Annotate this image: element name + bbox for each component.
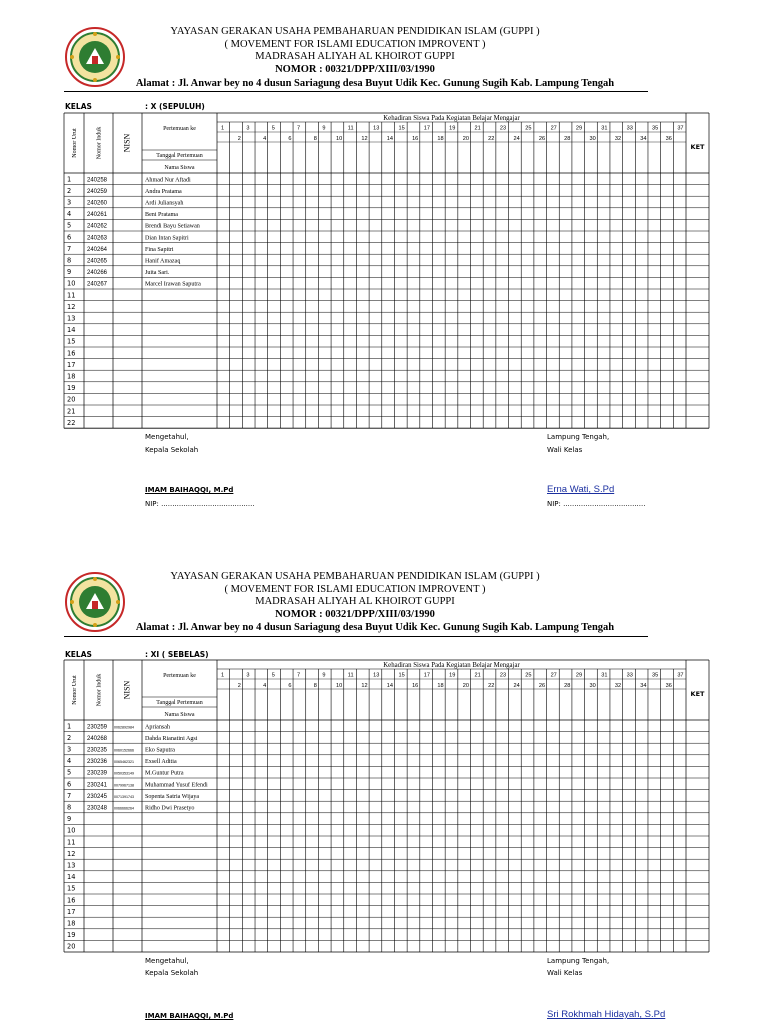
row-number: 4 bbox=[67, 210, 72, 219]
student-induk: 240261 bbox=[87, 212, 108, 219]
row-number: 12 bbox=[67, 849, 76, 858]
meeting-number: 17 bbox=[423, 672, 431, 679]
row-number: 11 bbox=[67, 838, 76, 847]
student-induk: 230241 bbox=[87, 782, 108, 789]
row-number: 5 bbox=[67, 768, 72, 777]
meeting-number: 20 bbox=[462, 683, 470, 689]
registration-number: NOMOR : 00321/DPP/XIII/03/1990 bbox=[275, 608, 435, 620]
meeting-number: 28 bbox=[564, 683, 571, 689]
meeting-number: 20 bbox=[462, 136, 470, 142]
meeting-number: 3 bbox=[246, 672, 250, 679]
meeting-number: 33 bbox=[626, 672, 633, 679]
row-number: 6 bbox=[67, 233, 72, 242]
meeting-number: 31 bbox=[601, 125, 608, 132]
meeting-number: 26 bbox=[538, 136, 546, 142]
student-name: Ridho Dwi Prasetyo bbox=[145, 805, 195, 812]
foundation-name: YAYASAN GERAKAN USAHA PEMBAHARUAN PENDIDIKAN ISLAM (GUPPI ) bbox=[170, 26, 540, 37]
meeting-number: 7 bbox=[297, 125, 301, 132]
row-number: 18 bbox=[67, 372, 76, 381]
meeting-number: 3 bbox=[246, 125, 250, 132]
meeting-number: 5 bbox=[271, 125, 275, 132]
row-number: 16 bbox=[67, 896, 76, 905]
meeting-number: 8 bbox=[313, 683, 317, 689]
meeting-number: 15 bbox=[398, 125, 405, 132]
row-number: 10 bbox=[67, 826, 76, 835]
meeting-number: 29 bbox=[575, 672, 583, 679]
tanggal-pertemuan-label: Tanggal Pertemuan bbox=[156, 153, 203, 159]
meeting-number: 25 bbox=[525, 125, 532, 132]
student-name: Marcel Irawan Saputra bbox=[145, 281, 201, 288]
row-number: 13 bbox=[67, 861, 76, 870]
student-name: Hanif Amazaq bbox=[145, 258, 181, 265]
student-name: Ardi Juliansyah bbox=[145, 200, 184, 207]
student-induk: 230248 bbox=[87, 805, 108, 812]
row-number: 4 bbox=[67, 757, 72, 766]
tanggal-pertemuan-label: Tanggal Pertemuan bbox=[156, 700, 203, 706]
row-number: 5 bbox=[67, 221, 72, 230]
meeting-number: 16 bbox=[412, 136, 419, 142]
student-induk: 230259 bbox=[87, 724, 108, 731]
student-induk: 240264 bbox=[87, 246, 108, 253]
student-name: Juita Sari. bbox=[145, 270, 170, 277]
student-name: Sopenta Satria Wijaya bbox=[145, 793, 200, 800]
row-number: 19 bbox=[67, 931, 76, 940]
school-name: MADRASAH ALIYAH AL KHOIROT GUPPI bbox=[255, 596, 455, 608]
meeting-number: 6 bbox=[288, 136, 292, 142]
student-nisn: 0066666264 bbox=[114, 806, 134, 811]
student-induk: 240265 bbox=[87, 258, 108, 265]
student-name: M.Guntur Putra bbox=[145, 770, 184, 777]
meeting-number: 8 bbox=[313, 136, 317, 142]
kelas-value: : XI ( SEBELAS) bbox=[145, 650, 209, 659]
meeting-number: 1 bbox=[221, 672, 225, 679]
nomor-urut-header: Nomor Urut bbox=[72, 675, 78, 705]
student-induk: 240262 bbox=[87, 223, 108, 230]
student-name: Apriansah bbox=[145, 724, 171, 731]
row-number: 9 bbox=[67, 815, 72, 824]
student-induk: 230235 bbox=[87, 747, 108, 754]
row-number: 8 bbox=[67, 256, 72, 265]
row-number: 15 bbox=[67, 884, 76, 893]
student-induk: 230245 bbox=[87, 793, 108, 800]
student-name: Brendi Bayu Setiawan bbox=[145, 223, 200, 230]
meeting-number: 35 bbox=[651, 125, 659, 132]
row-number: 1 bbox=[67, 722, 72, 731]
place-date-label: Lampung Tengah, bbox=[547, 957, 610, 965]
meeting-number: 28 bbox=[564, 136, 571, 142]
meeting-number: 13 bbox=[373, 672, 380, 679]
row-number: 2 bbox=[67, 186, 72, 195]
meeting-number: 22 bbox=[488, 683, 495, 689]
meeting-number: 27 bbox=[550, 672, 557, 679]
meeting-number: 19 bbox=[449, 672, 456, 679]
ket-header: KET bbox=[690, 143, 705, 151]
meeting-number: 6 bbox=[288, 683, 292, 689]
meeting-number: 14 bbox=[386, 136, 393, 142]
student-induk: 240263 bbox=[87, 235, 108, 242]
kehadiran-header: Kehadiran Siswa Pada Kegiatan Belajar Mengajar bbox=[383, 115, 520, 122]
foundation-english: ( MOVEMENT FOR ISLAMI EDUCATION IMPROVENT ) bbox=[224, 583, 486, 595]
meeting-number: 5 bbox=[271, 672, 275, 679]
meeting-number: 25 bbox=[525, 672, 532, 679]
wali-kelas-label: Wali Kelas bbox=[547, 969, 583, 977]
student-name: Dahda Rianatini Agsi bbox=[145, 735, 198, 742]
row-number: 16 bbox=[67, 349, 76, 358]
student-nisn: 0062892984 bbox=[114, 725, 134, 730]
row-number: 20 bbox=[67, 395, 76, 404]
meeting-number: 32 bbox=[614, 683, 622, 689]
meeting-number: 14 bbox=[386, 683, 393, 689]
meeting-number: 17 bbox=[423, 125, 431, 132]
nomor-induk-header: Nomor Induk bbox=[96, 126, 103, 160]
row-number: 9 bbox=[67, 268, 72, 277]
row-number: 1 bbox=[67, 175, 72, 184]
meeting-number: 2 bbox=[237, 683, 241, 689]
meeting-number: 34 bbox=[640, 683, 647, 689]
meeting-number: 30 bbox=[589, 136, 596, 142]
meeting-number: 16 bbox=[412, 683, 419, 689]
kepala-sekolah-name: IMAM BAIHAQQI, M.Pd bbox=[145, 486, 234, 494]
registration-number: NOMOR : 00321/DPP/XIII/03/1990 bbox=[275, 63, 435, 75]
meeting-number: 34 bbox=[640, 136, 647, 142]
wali-kelas-label: Wali Kelas bbox=[547, 446, 583, 454]
kehadiran-header: Kehadiran Siswa Pada Kegiatan Belajar Mengajar bbox=[383, 662, 520, 669]
meeting-number: 32 bbox=[614, 136, 622, 142]
student-induk: 240268 bbox=[87, 735, 108, 742]
kepala-sekolah-label: Kepala Sekolah bbox=[145, 969, 199, 977]
row-number: 2 bbox=[67, 733, 72, 742]
student-name: Muhammad Yusuf Efendi bbox=[145, 782, 208, 789]
meeting-number: 37 bbox=[677, 125, 684, 132]
row-number: 17 bbox=[67, 907, 76, 916]
kepala-sekolah-name: IMAM BAIHAQQI, M.Pd bbox=[145, 1012, 234, 1020]
nomor-urut-header: Nomor Urut bbox=[72, 128, 78, 158]
meeting-number: 30 bbox=[589, 683, 596, 689]
row-number: 22 bbox=[67, 418, 76, 427]
meeting-number: 2 bbox=[237, 136, 241, 142]
row-number: 18 bbox=[67, 919, 76, 928]
student-nisn: 0060152666 bbox=[114, 748, 134, 753]
pertemuan-ke-label: Pertemuan ke bbox=[163, 126, 196, 132]
mengetahui-label: Mengetahul, bbox=[145, 433, 189, 441]
student-nisn: 0079967138 bbox=[114, 783, 134, 788]
meeting-number: 21 bbox=[474, 672, 481, 679]
row-number: 19 bbox=[67, 384, 76, 393]
kepala-nip: NIP: .......................................... bbox=[145, 500, 255, 508]
row-number: 14 bbox=[67, 326, 76, 335]
nomor-induk-header: Nomor Induk bbox=[96, 673, 103, 707]
meeting-number: 22 bbox=[488, 136, 495, 142]
student-induk: 230236 bbox=[87, 759, 108, 766]
meeting-number: 11 bbox=[347, 125, 354, 132]
meeting-number: 18 bbox=[437, 683, 444, 689]
meeting-number: 36 bbox=[665, 683, 672, 689]
kelas-label: KELAS bbox=[65, 102, 92, 111]
kepala-sekolah-label: Kepala Sekolah bbox=[145, 446, 199, 454]
student-induk: 240258 bbox=[87, 177, 108, 184]
meeting-number: 23 bbox=[499, 125, 507, 132]
meeting-number: 12 bbox=[361, 683, 368, 689]
meeting-number: 33 bbox=[626, 125, 633, 132]
meeting-number: 1 bbox=[221, 125, 225, 132]
meeting-number: 35 bbox=[651, 672, 659, 679]
student-induk: 240260 bbox=[87, 200, 108, 207]
wali-kelas-name[interactable]: Erna Wati, S.Pd bbox=[547, 484, 615, 495]
nama-siswa-header: Nama Siswa bbox=[164, 165, 195, 171]
row-number: 8 bbox=[67, 803, 72, 812]
student-nisn: 0050353149 bbox=[114, 771, 134, 776]
meeting-number: 24 bbox=[513, 136, 520, 142]
student-name: Andra Pratama bbox=[145, 188, 182, 195]
foundation-name: YAYASAN GERAKAN USAHA PEMBAHARUAN PENDIDIKAN ISLAM (GUPPI ) bbox=[170, 571, 540, 582]
meeting-number: 37 bbox=[677, 672, 684, 679]
school-address: Alamat : Jl. Anwar bey no 4 dusun Sariagung desa Buyut Udik Kec. Gunung Sugih Kab. Lampung Tengah bbox=[135, 78, 615, 89]
meeting-number: 36 bbox=[665, 136, 672, 142]
meeting-number: 4 bbox=[263, 136, 267, 142]
meeting-number: 29 bbox=[575, 125, 583, 132]
meeting-number: 18 bbox=[437, 136, 444, 142]
meeting-number: 15 bbox=[398, 672, 405, 679]
row-number: 15 bbox=[67, 337, 76, 346]
kelas-value: : X (SEPULUH) bbox=[145, 102, 205, 111]
nama-siswa-header: Nama Siswa bbox=[164, 712, 195, 718]
student-name: Eko Saputra bbox=[145, 747, 175, 754]
school-name: MADRASAH ALIYAH AL KHOIROT GUPPI bbox=[255, 51, 455, 63]
row-number: 11 bbox=[67, 291, 76, 300]
meeting-number: 10 bbox=[336, 136, 343, 142]
student-name: Dian Intan Sapitri bbox=[145, 235, 189, 242]
row-number: 7 bbox=[67, 244, 72, 253]
nisn-header: NISN bbox=[122, 133, 132, 153]
foundation-english: ( MOVEMENT FOR ISLAMI EDUCATION IMPROVENT ) bbox=[224, 38, 486, 50]
meeting-number: 27 bbox=[550, 125, 557, 132]
meeting-number: 21 bbox=[474, 125, 481, 132]
meeting-number: 26 bbox=[538, 683, 546, 689]
wali-nip: NIP: ..................................... bbox=[547, 500, 646, 508]
row-number: 12 bbox=[67, 302, 76, 311]
meeting-number: 9 bbox=[322, 672, 326, 679]
student-name: Ahmad Nur Aftadi bbox=[145, 177, 191, 184]
row-number: 3 bbox=[67, 745, 72, 754]
row-number: 20 bbox=[67, 942, 76, 951]
meeting-number: 11 bbox=[347, 672, 354, 679]
row-number: 14 bbox=[67, 873, 76, 882]
meeting-number: 23 bbox=[499, 672, 507, 679]
student-name: Fina Sapitri bbox=[145, 246, 174, 253]
meeting-number: 4 bbox=[263, 683, 267, 689]
place-date-label: Lampung Tengah, bbox=[547, 433, 610, 441]
meeting-number: 10 bbox=[336, 683, 343, 689]
row-number: 13 bbox=[67, 314, 76, 323]
meeting-number: 24 bbox=[513, 683, 520, 689]
student-induk: 240266 bbox=[87, 270, 108, 277]
school-address: Alamat : Jl. Anwar bey no 4 dusun Sariagung desa Buyut Udik Kec. Gunung Sugih Kab. Lampung Tengah bbox=[135, 622, 615, 633]
meeting-number: 13 bbox=[373, 125, 380, 132]
mengetahui-label: Mengetahul, bbox=[145, 957, 189, 965]
student-name: Beni Pratama bbox=[145, 212, 178, 219]
row-number: 21 bbox=[67, 407, 76, 416]
row-number: 10 bbox=[67, 279, 76, 288]
meeting-number: 31 bbox=[601, 672, 608, 679]
row-number: 7 bbox=[67, 791, 72, 800]
meeting-number: 7 bbox=[297, 672, 301, 679]
row-number: 6 bbox=[67, 780, 72, 789]
wali-kelas-name[interactable]: Sri Rokhmah Hidayah, S.Pd bbox=[547, 1009, 666, 1020]
student-nisn: 0065462321 bbox=[114, 760, 134, 765]
row-number: 17 bbox=[67, 360, 76, 369]
meeting-number: 9 bbox=[322, 125, 326, 132]
meeting-number: 12 bbox=[361, 136, 368, 142]
meeting-number: 19 bbox=[449, 125, 456, 132]
nisn-header: NISN bbox=[122, 680, 132, 700]
row-number: 3 bbox=[67, 198, 72, 207]
kelas-label: KELAS bbox=[65, 650, 92, 659]
student-name: Exsell Aditia bbox=[145, 759, 177, 766]
student-induk: 230239 bbox=[87, 770, 108, 777]
ket-header: KET bbox=[690, 690, 705, 698]
student-induk: 240267 bbox=[87, 281, 108, 288]
student-induk: 240259 bbox=[87, 188, 108, 195]
student-nisn: 0071391743 bbox=[114, 794, 134, 799]
pertemuan-ke-label: Pertemuan ke bbox=[163, 673, 196, 679]
